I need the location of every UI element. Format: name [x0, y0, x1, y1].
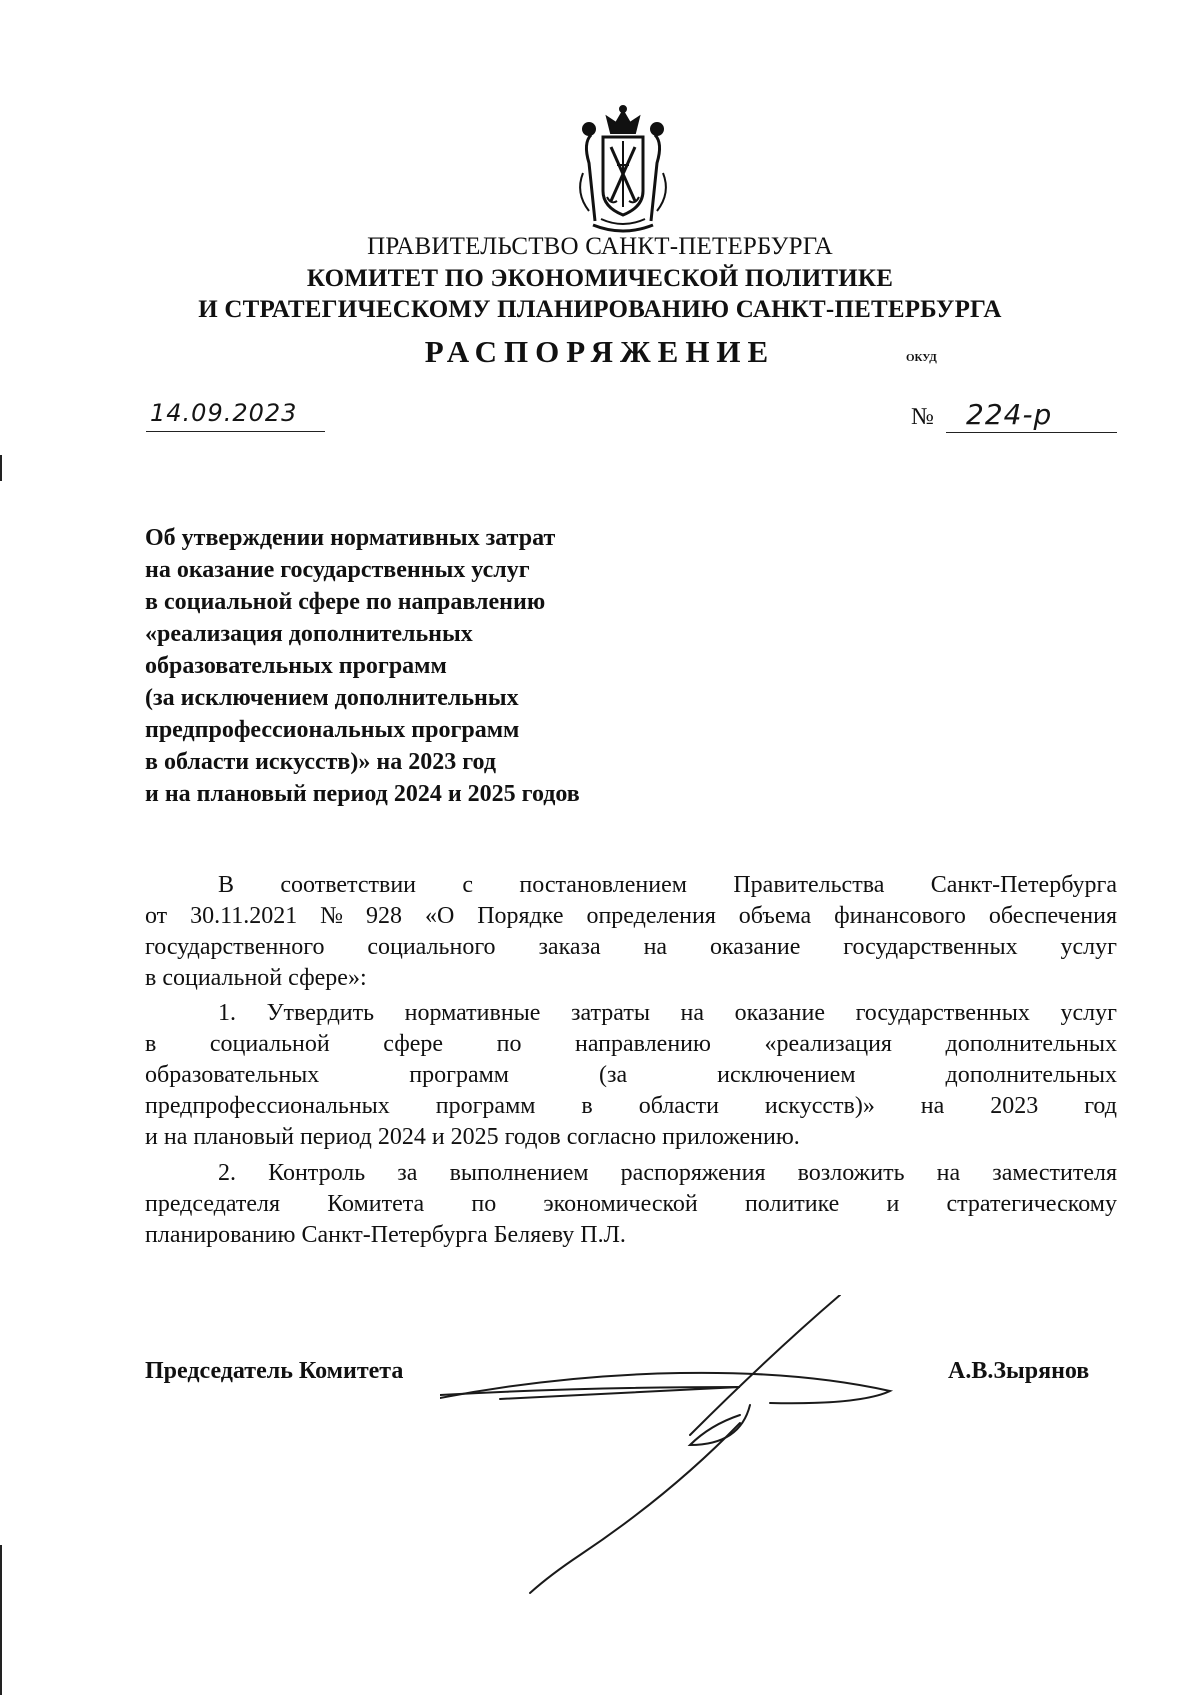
body-line [145, 1029, 1117, 1060]
word: за [397, 1160, 418, 1186]
word: Утвердить [266, 1000, 375, 1026]
word: постановлением [519, 872, 687, 898]
word: исключением [717, 1062, 856, 1088]
title-line: и на плановый период 2024 и 2025 годов [145, 781, 580, 807]
body-line: планированию Санкт-Петербурга Беляеву П.Л. [145, 1222, 626, 1248]
body-line: и на плановый период 2024 и 2025 годов согласно приложению. [145, 1124, 800, 1150]
word: государственного [145, 934, 325, 960]
scan-edge-mark [0, 455, 2, 481]
body-line [145, 1158, 1117, 1189]
title-line: Об утверждении нормативных затрат [145, 525, 556, 551]
document-type-heading: РАСПОРЯЖЕНИЕ [424, 334, 776, 369]
word: в [145, 1031, 157, 1057]
number-sign: № [911, 404, 934, 430]
word: политике [744, 1191, 840, 1217]
word: 928 [366, 903, 402, 929]
word: Правительства [733, 872, 885, 898]
okud-label: ОКУД [906, 352, 937, 364]
word: стратегическому [946, 1191, 1117, 1217]
word: направлению [575, 1031, 711, 1057]
word: 2023 [990, 1093, 1039, 1119]
word: на [680, 1000, 705, 1026]
word: 2. [218, 1160, 236, 1186]
scan-edge-mark [0, 1545, 2, 1695]
word: объема [738, 903, 812, 929]
word: Порядке [477, 903, 564, 929]
number-underline [946, 432, 1117, 433]
title-line: на оказание государственных услуг [145, 557, 530, 583]
word: соответствии [280, 872, 416, 898]
word: возложить [797, 1160, 905, 1186]
body-line: в социальной сфере»: [145, 965, 367, 991]
word: выполнением [449, 1160, 589, 1186]
word: затраты [571, 1000, 650, 1026]
word: оказание [734, 1000, 825, 1026]
handwritten-date: 14.09.2023 [150, 399, 298, 427]
body-line [145, 1091, 1117, 1122]
word: социальной [209, 1031, 330, 1057]
title-line: образовательных программ [145, 653, 447, 679]
word: экономической [543, 1191, 698, 1217]
committee-name-line2: И СТРАТЕГИЧЕСКОМУ ПЛАНИРОВАНИЮ САНКТ-ПЕТЕРБУРГА [198, 296, 1002, 323]
word: распоряжения [620, 1160, 766, 1186]
word: на [920, 1093, 945, 1119]
word: Контроль [268, 1160, 366, 1186]
word: и [886, 1191, 900, 1217]
word: от [145, 903, 168, 929]
word: нормативные [404, 1000, 541, 1026]
title-line: «реализация дополнительных [145, 621, 473, 647]
word: услуг [1060, 934, 1117, 960]
title-line: (за исключением дополнительных [145, 685, 519, 711]
word: в [581, 1093, 593, 1119]
paragraph-item-2 [145, 1158, 1117, 1251]
handwritten-signature [440, 1295, 910, 1595]
body-line [145, 870, 1117, 901]
word: государственных [843, 934, 1018, 960]
body-line [145, 998, 1117, 1029]
word: «О [424, 903, 455, 929]
word: Комитета [327, 1191, 425, 1217]
word: заказа [538, 934, 601, 960]
paragraph-item-1 [145, 998, 1117, 1153]
word: социального [367, 934, 496, 960]
word: с [462, 872, 474, 898]
word: дополнительных [945, 1031, 1117, 1057]
committee-name-line1: КОМИТЕТ ПО ЭКОНОМИЧЕСКОЙ ПОЛИТИКЕ [306, 265, 894, 292]
word: государственных [855, 1000, 1030, 1026]
document-title [145, 522, 705, 810]
word: дополнительных [945, 1062, 1117, 1088]
word: заместителя [992, 1160, 1117, 1186]
word: В [218, 872, 235, 898]
word: № [320, 903, 344, 929]
handwritten-number: 224-р [966, 398, 1053, 431]
word: области [638, 1093, 719, 1119]
signatory-name: А.В.Зырянов [948, 1358, 1090, 1384]
title-line: в области искусств)» на 2023 год [145, 749, 496, 775]
body-line [145, 1060, 1117, 1091]
body-line [145, 1189, 1117, 1220]
word: оказание [709, 934, 801, 960]
date-underline [146, 431, 325, 432]
word: программ [409, 1062, 509, 1088]
word: 1. [218, 1000, 236, 1026]
title-line: предпрофессиональных программ [145, 717, 520, 743]
word: Санкт-Петербурга [930, 872, 1117, 898]
word: искусств)» [764, 1093, 875, 1119]
paragraph-preamble [145, 870, 1117, 994]
word: по [496, 1031, 522, 1057]
body-line [145, 901, 1117, 932]
word: (за [599, 1062, 628, 1088]
word: образовательных [145, 1062, 320, 1088]
body-line [145, 932, 1117, 963]
title-line: в социальной сфере по направлению [145, 589, 546, 615]
word: на [643, 934, 668, 960]
word: по [471, 1191, 497, 1217]
word: сфере [383, 1031, 444, 1057]
word: председателя [145, 1191, 281, 1217]
word: финансового [834, 903, 966, 929]
word: «реализация [764, 1031, 892, 1057]
word: предпрофессиональных [145, 1093, 390, 1119]
word: программ [435, 1093, 536, 1119]
word: год [1084, 1093, 1117, 1119]
signatory-role: Председатель Комитета [145, 1358, 404, 1384]
coat-of-arms-emblem [561, 103, 685, 243]
word: услуг [1060, 1000, 1117, 1026]
government-name: ПРАВИТЕЛЬСТВО САНКТ-ПЕТЕРБУРГА [367, 233, 833, 260]
word: на [936, 1160, 961, 1186]
word: обеспечения [988, 903, 1117, 929]
word: определения [586, 903, 716, 929]
word: 30.11.2021 [190, 903, 298, 929]
